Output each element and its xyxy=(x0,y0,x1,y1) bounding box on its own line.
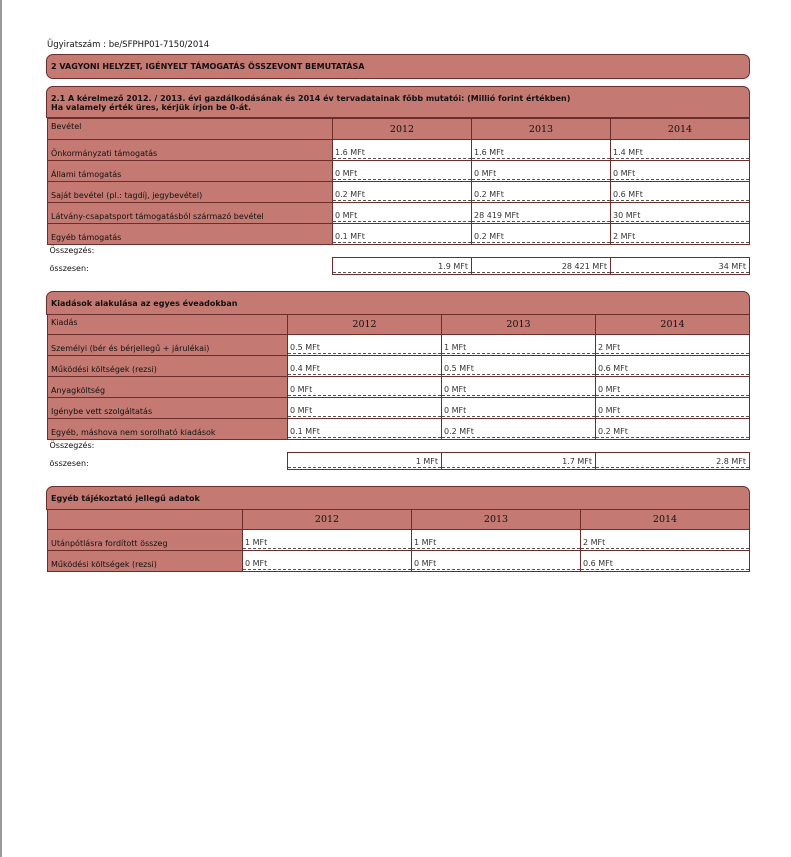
value-cell xyxy=(472,203,611,224)
year-header: 2014 xyxy=(611,119,750,140)
expenses-table xyxy=(47,314,749,470)
table-row xyxy=(48,356,750,377)
total-label: összesen: xyxy=(48,453,288,470)
section-header xyxy=(46,54,750,79)
table-row xyxy=(48,551,750,572)
value-cell xyxy=(442,419,596,440)
value-cell xyxy=(596,398,750,419)
document-reference: Ügyiratszám : be/SFPHP01-7150/2014 xyxy=(47,40,210,50)
value-field[interactable]: 2 MFt xyxy=(611,232,749,243)
summary-row xyxy=(48,440,750,453)
value-cell xyxy=(472,224,611,245)
row-label: Működési költségek (rezsi) xyxy=(48,551,243,572)
total-value: 34 MFt xyxy=(611,262,749,273)
value-cell xyxy=(581,551,750,572)
summary-label: Összegzés: xyxy=(48,245,750,258)
total-cell xyxy=(472,258,611,275)
value-field[interactable]: 1 MFt xyxy=(442,343,595,354)
total-value: 1 MFt xyxy=(288,457,441,468)
year-header: 2013 xyxy=(442,315,596,335)
table-row xyxy=(48,182,750,203)
total-cell xyxy=(288,453,442,470)
value-field[interactable]: 0 MFt xyxy=(596,406,749,417)
value-field[interactable]: 0.4 MFt xyxy=(288,364,441,375)
value-field[interactable]: 0 MFt xyxy=(442,385,595,396)
value-field[interactable]: 0 MFt xyxy=(596,385,749,396)
row-label: Önkormányzati támogatás xyxy=(48,140,333,161)
section-title: 2 VAGYONI HELYZET, IGÉNYELT TÁMOGATÁS ÖSSZEVONT BEMUTATÁSA xyxy=(51,62,365,71)
value-cell xyxy=(288,419,442,440)
value-cell xyxy=(596,377,750,398)
value-field[interactable]: 0 MFt xyxy=(611,169,749,180)
value-cell xyxy=(611,140,750,161)
value-cell xyxy=(611,203,750,224)
total-cell xyxy=(596,453,750,470)
revenue-title: 2.1 A kérelmező 2012. / 2013. évi gazdálkodásának és 2014 év tervadatainak főbb mutatói: (Millió forint értékben) xyxy=(51,94,571,103)
value-field[interactable]: 0.6 MFt xyxy=(581,559,749,570)
other-header xyxy=(46,486,750,510)
other-table xyxy=(47,509,749,572)
total-value: 2.8 MFt xyxy=(596,457,749,468)
value-cell xyxy=(442,335,596,356)
row-label: Egyéb támogatás xyxy=(48,224,333,245)
value-field[interactable]: 0.6 MFt xyxy=(596,364,749,375)
table-row xyxy=(48,398,750,419)
value-cell xyxy=(472,161,611,182)
value-field[interactable]: 0.2 MFt xyxy=(472,190,610,201)
value-field[interactable]: 30 MFt xyxy=(611,211,749,222)
year-header: 2014 xyxy=(596,315,750,335)
value-cell xyxy=(333,203,472,224)
table-row xyxy=(48,530,750,551)
value-field[interactable]: 0.1 MFt xyxy=(288,427,441,438)
value-cell xyxy=(333,140,472,161)
value-cell xyxy=(472,140,611,161)
value-field[interactable]: 0.6 MFt xyxy=(611,190,749,201)
row-label: Működési költségek (rezsi) xyxy=(48,356,288,377)
value-cell xyxy=(243,551,412,572)
year-header: 2014 xyxy=(581,510,750,530)
value-cell xyxy=(412,530,581,551)
value-field[interactable]: 0.2 MFt xyxy=(333,190,471,201)
total-cell xyxy=(333,258,472,275)
value-field[interactable]: 0.2 MFt xyxy=(596,427,749,438)
row-label: Anyagköltség xyxy=(48,377,288,398)
value-cell xyxy=(288,398,442,419)
value-cell xyxy=(412,551,581,572)
value-cell xyxy=(288,335,442,356)
row-label: Személyi (bér és bérjellegű + járulékai) xyxy=(48,335,288,356)
total-row xyxy=(48,258,750,275)
value-cell xyxy=(596,419,750,440)
table-row xyxy=(48,203,750,224)
value-cell xyxy=(442,398,596,419)
table-row xyxy=(48,419,750,440)
value-field[interactable]: 2 MFt xyxy=(581,538,749,549)
summary-label: Összegzés: xyxy=(48,440,750,453)
value-field[interactable]: 1.4 MFt xyxy=(611,148,749,159)
total-value: 1.7 MFt xyxy=(442,457,595,468)
expenses-title: Kiadások alakulása az egyes éveadokban xyxy=(51,299,238,308)
value-field[interactable]: 1 MFt xyxy=(412,538,580,549)
table-row xyxy=(48,140,750,161)
value-cell xyxy=(472,182,611,203)
value-cell xyxy=(596,356,750,377)
year-header: 2013 xyxy=(412,510,581,530)
value-field[interactable]: 0 MFt xyxy=(412,559,580,570)
value-field[interactable]: 0.2 MFt xyxy=(442,427,595,438)
total-row xyxy=(48,453,750,470)
total-value: 28 421 MFt xyxy=(472,262,610,273)
value-cell xyxy=(581,530,750,551)
value-field[interactable]: 0.2 MFt xyxy=(472,232,610,243)
total-value: 1.9 MFt xyxy=(333,262,471,273)
value-field[interactable]: 0 MFt xyxy=(333,169,471,180)
value-field[interactable]: 1 MFt xyxy=(243,538,411,549)
year-header: 2013 xyxy=(472,119,611,140)
value-cell xyxy=(442,356,596,377)
table-row xyxy=(48,335,750,356)
value-field[interactable]: 0 MFt xyxy=(288,385,441,396)
value-field[interactable]: 0 MFt xyxy=(288,406,441,417)
value-cell xyxy=(243,530,412,551)
total-label: összesen: xyxy=(48,258,333,275)
revenue-table xyxy=(47,118,749,275)
value-cell xyxy=(596,335,750,356)
expenses-header xyxy=(46,291,750,315)
page-left-border xyxy=(0,0,2,857)
value-cell xyxy=(288,356,442,377)
year-header: 2012 xyxy=(333,119,472,140)
value-field[interactable]: 0.5 MFt xyxy=(288,343,441,354)
table-row xyxy=(48,224,750,245)
value-cell xyxy=(611,161,750,182)
value-cell xyxy=(288,377,442,398)
row-label: Állami támogatás xyxy=(48,161,333,182)
row-label: Látvány-csapatsport támogatásból származó bevétel xyxy=(48,203,333,224)
value-field[interactable]: 28 419 MFt xyxy=(472,211,610,222)
value-cell xyxy=(333,182,472,203)
value-field[interactable]: 0.1 MFt xyxy=(333,232,471,243)
revenue-column-label: Bevétel xyxy=(48,119,333,140)
summary-row xyxy=(48,245,750,258)
year-header: 2012 xyxy=(288,315,442,335)
value-cell xyxy=(611,182,750,203)
year-header: 2012 xyxy=(243,510,412,530)
value-cell xyxy=(333,224,472,245)
other-column-label xyxy=(48,510,243,530)
value-field[interactable]: 1.6 MFt xyxy=(333,148,471,159)
row-label: Utánpótlásra fordított összeg xyxy=(48,530,243,551)
value-field[interactable]: 1.6 MFt xyxy=(472,148,610,159)
row-label: Saját bevétel (pl.: tagdíj, jegybevétel) xyxy=(48,182,333,203)
value-cell xyxy=(442,377,596,398)
value-field[interactable]: 0 MFt xyxy=(472,169,610,180)
row-label: Egyéb, máshova nem sorolható kiadások xyxy=(48,419,288,440)
value-field[interactable]: 0 MFt xyxy=(442,406,595,417)
value-field[interactable]: 0 MFt xyxy=(333,211,471,222)
total-cell xyxy=(611,258,750,275)
total-cell xyxy=(442,453,596,470)
value-cell xyxy=(333,161,472,182)
value-field[interactable]: 0 MFt xyxy=(243,559,411,570)
other-title: Egyéb tájékoztató jellegű adatok xyxy=(51,494,200,503)
value-field[interactable]: 2 MFt xyxy=(596,343,749,354)
value-cell xyxy=(611,224,750,245)
expenses-column-label: Kiadás xyxy=(48,315,288,335)
value-field[interactable]: 0.5 MFt xyxy=(442,364,595,375)
table-row xyxy=(48,161,750,182)
row-label: Igénybe vett szolgáltatás xyxy=(48,398,288,419)
revenue-instruction: Ha valamely érték üres, kérjük írjon be 0-át. xyxy=(51,103,252,112)
table-row xyxy=(48,377,750,398)
revenue-header xyxy=(46,86,750,118)
